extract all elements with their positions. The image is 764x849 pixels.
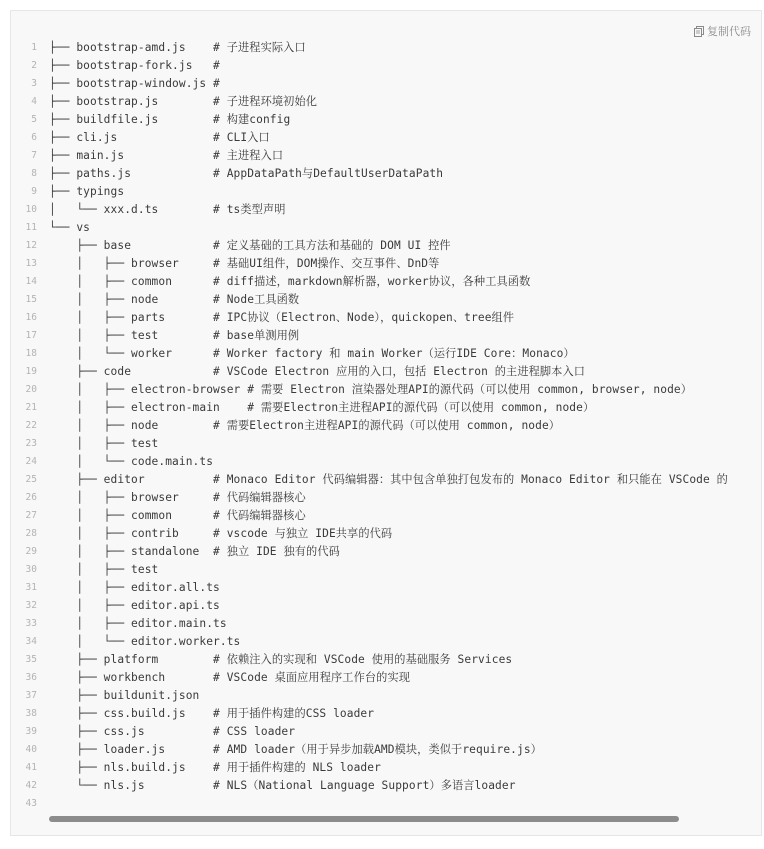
line-text: │ ├── standalone # 独立 IDE 独有的代码 <box>49 545 340 558</box>
line-number: 22 <box>25 420 37 431</box>
code-line <box>11 795 761 813</box>
code-line <box>11 219 761 237</box>
line-number: 34 <box>25 636 37 647</box>
line-number: 37 <box>25 690 37 701</box>
code-line <box>11 273 761 291</box>
code-line <box>11 525 761 543</box>
code-line <box>11 579 761 597</box>
line-number: 19 <box>25 366 37 377</box>
code-line <box>11 363 761 381</box>
line-text: ├── bootstrap.js # 子进程环境初始化 <box>49 95 318 108</box>
code-line <box>11 417 761 435</box>
line-number: 25 <box>25 474 37 485</box>
line-text: ├── main.js # 主进程入口 <box>49 149 284 162</box>
line-number: 40 <box>25 744 37 755</box>
line-text: │ └── worker # Worker factory 和 main Worker（运行IDE Core：Monaco） <box>49 347 575 360</box>
line-number: 3 <box>31 78 37 89</box>
line-number: 5 <box>31 114 37 125</box>
code-line <box>11 651 761 669</box>
line-text: ├── platform # 依赖注入的实现和 VSCode 使用的基础服务 Services <box>49 653 513 666</box>
code-line <box>11 507 761 525</box>
line-number: 33 <box>25 618 37 629</box>
line-text: ├── bootstrap-fork.js # <box>49 59 220 72</box>
line-number: 30 <box>25 564 37 575</box>
line-text: │ └── xxx.d.ts # ts类型声明 <box>49 203 286 216</box>
line-number: 18 <box>25 348 37 359</box>
line-number: 23 <box>25 438 37 449</box>
line-text: │ ├── browser # 基础UI组件，DOM操作、交互事件、DnD等 <box>49 257 440 270</box>
line-text: │ └── code.main.ts <box>49 455 214 468</box>
line-number: 35 <box>25 654 37 665</box>
line-text: │ ├── test <box>49 437 159 450</box>
line-text: ├── buildfile.js # 构建config <box>49 113 291 126</box>
code-line <box>11 777 761 795</box>
copy-icon <box>694 26 704 37</box>
copy-code-label: 复制代码 <box>707 25 751 38</box>
code-line <box>11 129 761 147</box>
line-text: ├── code # VSCode Electron 应用的入口，包括 Electron 的主进程脚本入口 <box>49 365 586 378</box>
line-text: ├── workbench # VSCode 桌面应用程序工作台的实现 <box>49 671 411 684</box>
copy-code-button[interactable] <box>694 23 751 39</box>
line-number: 29 <box>25 546 37 557</box>
line-number: 4 <box>31 96 37 107</box>
line-text: ├── loader.js # AMD loader（用于异步加载AMD模块，类似于require.js） <box>49 743 542 756</box>
line-number: 39 <box>25 726 37 737</box>
code-line <box>11 165 761 183</box>
code-lines <box>11 39 761 813</box>
line-text: ├── base # 定义基础的工具方法和基础的 DOM UI 控件 <box>49 239 451 252</box>
line-number: 38 <box>25 708 37 719</box>
line-number: 26 <box>25 492 37 503</box>
code-block <box>10 10 762 836</box>
code-line <box>11 291 761 309</box>
code-line <box>11 633 761 651</box>
line-number: 36 <box>25 672 37 683</box>
line-number: 14 <box>25 276 37 287</box>
line-text: ├── nls.build.js # 用于插件构建的 NLS loader <box>49 761 381 774</box>
line-text: ├── typings <box>49 185 125 198</box>
line-text: │ ├── contrib # vscode 与独立 IDE共享的代码 <box>49 527 393 540</box>
code-line <box>11 399 761 417</box>
line-text: └── vs <box>49 221 91 234</box>
code-line <box>11 615 761 633</box>
line-number: 28 <box>25 528 37 539</box>
line-text: ├── cli.js # CLI入口 <box>49 131 270 144</box>
line-text: ├── css.build.js # 用于插件构建的CSS loader <box>49 707 375 720</box>
code-line <box>11 111 761 129</box>
code-line <box>11 435 761 453</box>
line-number: 1 <box>31 42 37 53</box>
line-text: ├── paths.js # AppDataPath与DefaultUserDataPath <box>49 167 444 180</box>
line-text: ├── css.js # CSS loader <box>49 725 296 738</box>
line-text: │ ├── editor.all.ts <box>49 581 220 594</box>
line-number: 11 <box>25 222 37 233</box>
code-line <box>11 327 761 345</box>
line-text: ├── bootstrap-window.js # <box>49 77 220 90</box>
line-number: 2 <box>31 60 37 71</box>
line-number: 27 <box>25 510 37 521</box>
code-line <box>11 597 761 615</box>
line-number: 21 <box>25 402 37 413</box>
code-line <box>11 147 761 165</box>
line-text: │ ├── parts # IPC协议（Electron、Node），quickopen、tree组件 <box>49 311 515 324</box>
code-line <box>11 543 761 561</box>
line-number: 43 <box>25 798 37 809</box>
code-line <box>11 471 761 489</box>
line-number: 8 <box>31 168 37 179</box>
line-number: 32 <box>25 600 37 611</box>
code-line <box>11 93 761 111</box>
line-text: │ ├── test <box>49 563 159 576</box>
line-number: 12 <box>25 240 37 251</box>
line-text: └── nls.js # NLS（National Language Support）多语言loader <box>49 779 516 792</box>
code-line <box>11 75 761 93</box>
line-text: │ ├── common # diff描述，markdown解析器，worker协议，各种工具函数 <box>49 275 531 288</box>
line-number: 13 <box>25 258 37 269</box>
line-text: │ ├── editor.main.ts <box>49 617 227 630</box>
code-line <box>11 561 761 579</box>
code-line <box>11 381 761 399</box>
line-number: 15 <box>25 294 37 305</box>
line-number: 17 <box>25 330 37 341</box>
code-line <box>11 57 761 75</box>
code-line <box>11 309 761 327</box>
code-line <box>11 345 761 363</box>
line-number: 16 <box>25 312 37 323</box>
code-line <box>11 759 761 777</box>
line-number: 7 <box>31 150 37 161</box>
line-text: ├── bootstrap-amd.js # 子进程实际入口 <box>49 41 306 54</box>
line-text: │ ├── node # 需要Electron主进程API的源代码（可以使用 common, node） <box>49 419 561 432</box>
line-text: │ ├── common # 代码编辑器核心 <box>49 509 306 522</box>
code-line <box>11 741 761 759</box>
code-line <box>11 255 761 273</box>
code-line <box>11 201 761 219</box>
code-line <box>11 183 761 201</box>
line-number: 31 <box>25 582 37 593</box>
line-number: 20 <box>25 384 37 395</box>
code-line <box>11 705 761 723</box>
code-line <box>11 669 761 687</box>
line-text: ├── buildunit.json <box>49 689 200 702</box>
code-line <box>11 237 761 255</box>
line-text: │ ├── electron-browser # 需要 Electron 渲染器处理API的源代码（可以使用 common, browser, node） <box>49 383 693 396</box>
code-line <box>11 39 761 57</box>
line-number: 6 <box>31 132 37 143</box>
horizontal-scrollbar[interactable] <box>49 816 689 822</box>
line-text <box>37 795 49 813</box>
line-text: │ ├── browser # 代码编辑器核心 <box>49 491 306 504</box>
code-line <box>11 489 761 507</box>
code-line <box>11 723 761 741</box>
scrollbar-thumb[interactable] <box>49 816 679 822</box>
line-text: │ ├── test # base单测用例 <box>49 329 300 342</box>
code-line <box>11 687 761 705</box>
line-number: 9 <box>31 186 37 197</box>
line-text: │ ├── node # Node工具函数 <box>49 293 300 306</box>
line-text: ├── editor # Monaco Editor 代码编辑器：其中包含单独打包发布的 Monaco Editor 和只能在 VSCode 的 <box>49 473 728 486</box>
line-number: 42 <box>25 780 37 791</box>
line-number: 24 <box>25 456 37 467</box>
line-number: 10 <box>25 204 37 215</box>
line-text: │ └── editor.worker.ts <box>49 635 241 648</box>
line-text: │ ├── electron-main # 需要Electron主进程API的源代码（可以使用 common, node） <box>49 401 595 414</box>
line-number: 41 <box>25 762 37 773</box>
code-line <box>11 453 761 471</box>
line-text: │ ├── editor.api.ts <box>49 599 220 612</box>
